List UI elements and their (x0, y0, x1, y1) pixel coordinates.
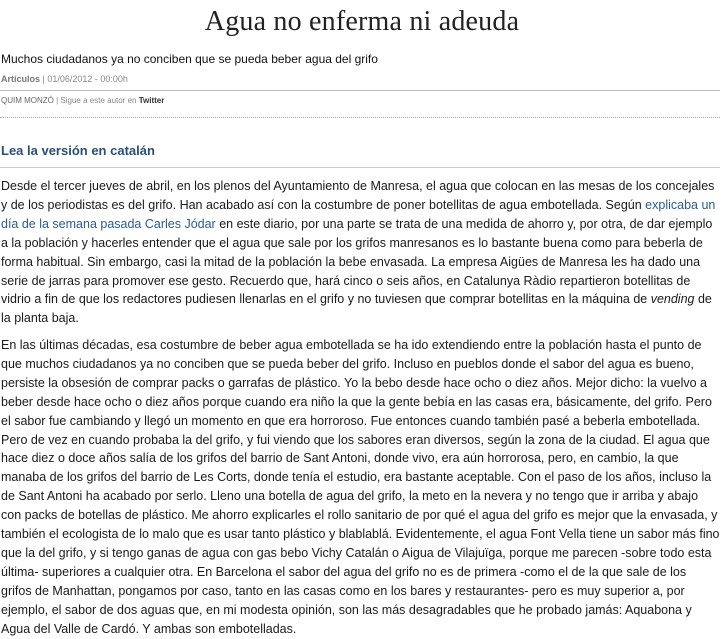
author-name[interactable]: QUIM MONZÓ (1, 96, 54, 105)
catalan-version-link[interactable]: Lea la versión en catalán (1, 143, 155, 158)
paragraph-text: en este diario, por una parte se trata de una medida de ahorro y, por otra, de dar ejemplo a la población y hacerles entender que el agua que sale por los grifos manresanos es lo bastante buena como para beberla de forma habitual. Sin embargo, casi la mitad de la población la bebe envasada. La empresa Aigües de Manresa les ha dado una serie de jarras para promover ese gesto. Recuerdo que, hará cinco o seis años, en Catalunya Ràdio repartieron botellitas de vidrio a fin de que los redactores pudiesen llenarlas en el grifo y no tuviesen que comprar botellitas en la máquina de (1, 216, 713, 307)
divider (0, 90, 720, 91)
divider (0, 167, 720, 168)
paragraph-text: Desde el tercer jueves de abril, en los plenos del Ayuntamiento de Manresa, el agua que colocan en las mesas de los concejales y de los periodistas es del grifo. Han acabado así con la costumbre de poner botellitas de agua embotellada. Según (1, 179, 715, 212)
section-link[interactable]: Artículos (1, 74, 41, 84)
article-title: Agua no enferma ni adeuda (204, 6, 520, 37)
meta-separator: | (40, 74, 48, 84)
publish-date: 01/06/2012 - 00:00h (47, 74, 128, 84)
article-paragraph-1 (1, 177, 720, 328)
author-line (1, 96, 164, 105)
paragraph-text: de la planta baja. (1, 292, 712, 326)
paragraph-text: En las últimas décadas, esa costumbre de beber agua embotellada se ha ido extendiendo entre la población hasta el punto de que muchos ciudadanos ya no conciben que se pueda beber del grifo. Incluso en pueblos donde el sabor del agua es bueno, persiste la obsesión de comprar packs o garrafas de plástico. Yo la bebo desde hace ocho o diez años. Mejor dicho: la vuelvo a beber desde hace ocho o diez años porque cuando era niño la que la gente bebía en las casas era, básicamente, del grifo. Pero el sabor fue cambiando y llegó un momento en que era horroroso. Fue entonces cuando también pasé a beberla embotellada. Pero de vez en cuando probaba la del grifo, y fui viendo que los sabores eran diversos, según la zona de la ciudad. El agua que hace diez o doce años salía de los grifos del barrio de Sant Antoni, donde vivo, era aún horrorosa, pero, en cambio, la que manaba de los grifos del barrio de Les Corts, donde tenía el estudio, era bastante aceptable. Con el paso de los años, incluso la de Sant Antoni ha acabado por serlo. Lleno una botella de agua del grifo, la meto en la nevera y no tengo que ir arriba y abajo con packs de botellas de plástico. Me ahorro explicarles el rollo sanitario de por qué el agua del grifo es mejor que la envasada, y también el ecologista de lo malo que es usar tanto plástico y blablablá. Evidentemente, el agua Font Vella tiene un sabor más fino que la del grifo, y si tengo ganas de agua con gas bebo Vichy Catalán o Aigua de Vilajuïga, porque me parecen -sobre todo esta última- superiores a cualquier otra. En Barcelona el sabor del agua del grifo no es de primera -como el de la que sale de los grifos de Manhattan, pongamos por caso, tanto en las casas como en los bares y restaurantes- pero es muy superior a, por ejemplo, el sabor de dos aguas que, en mi modesta opinión, son las más desagradables que he probado jamás: Aquabona y Agua del Valle de Cardó. Y ambas son embotelladas. (1, 338, 720, 636)
article-paragraph-2 (1, 336, 720, 639)
article-meta (1, 74, 128, 84)
article-subtitle: Muchos ciudadanos ya no conciben que se pueda beber agua del grifo (1, 52, 378, 66)
italic-text: vending (650, 292, 695, 307)
twitter-link[interactable]: Twitter (138, 96, 165, 105)
follow-author-text: | Sigue a este autor en (53, 96, 139, 105)
inline-link[interactable]: explicaba un día de la semana pasada Carles Jódar (1, 197, 716, 231)
divider (0, 117, 720, 118)
